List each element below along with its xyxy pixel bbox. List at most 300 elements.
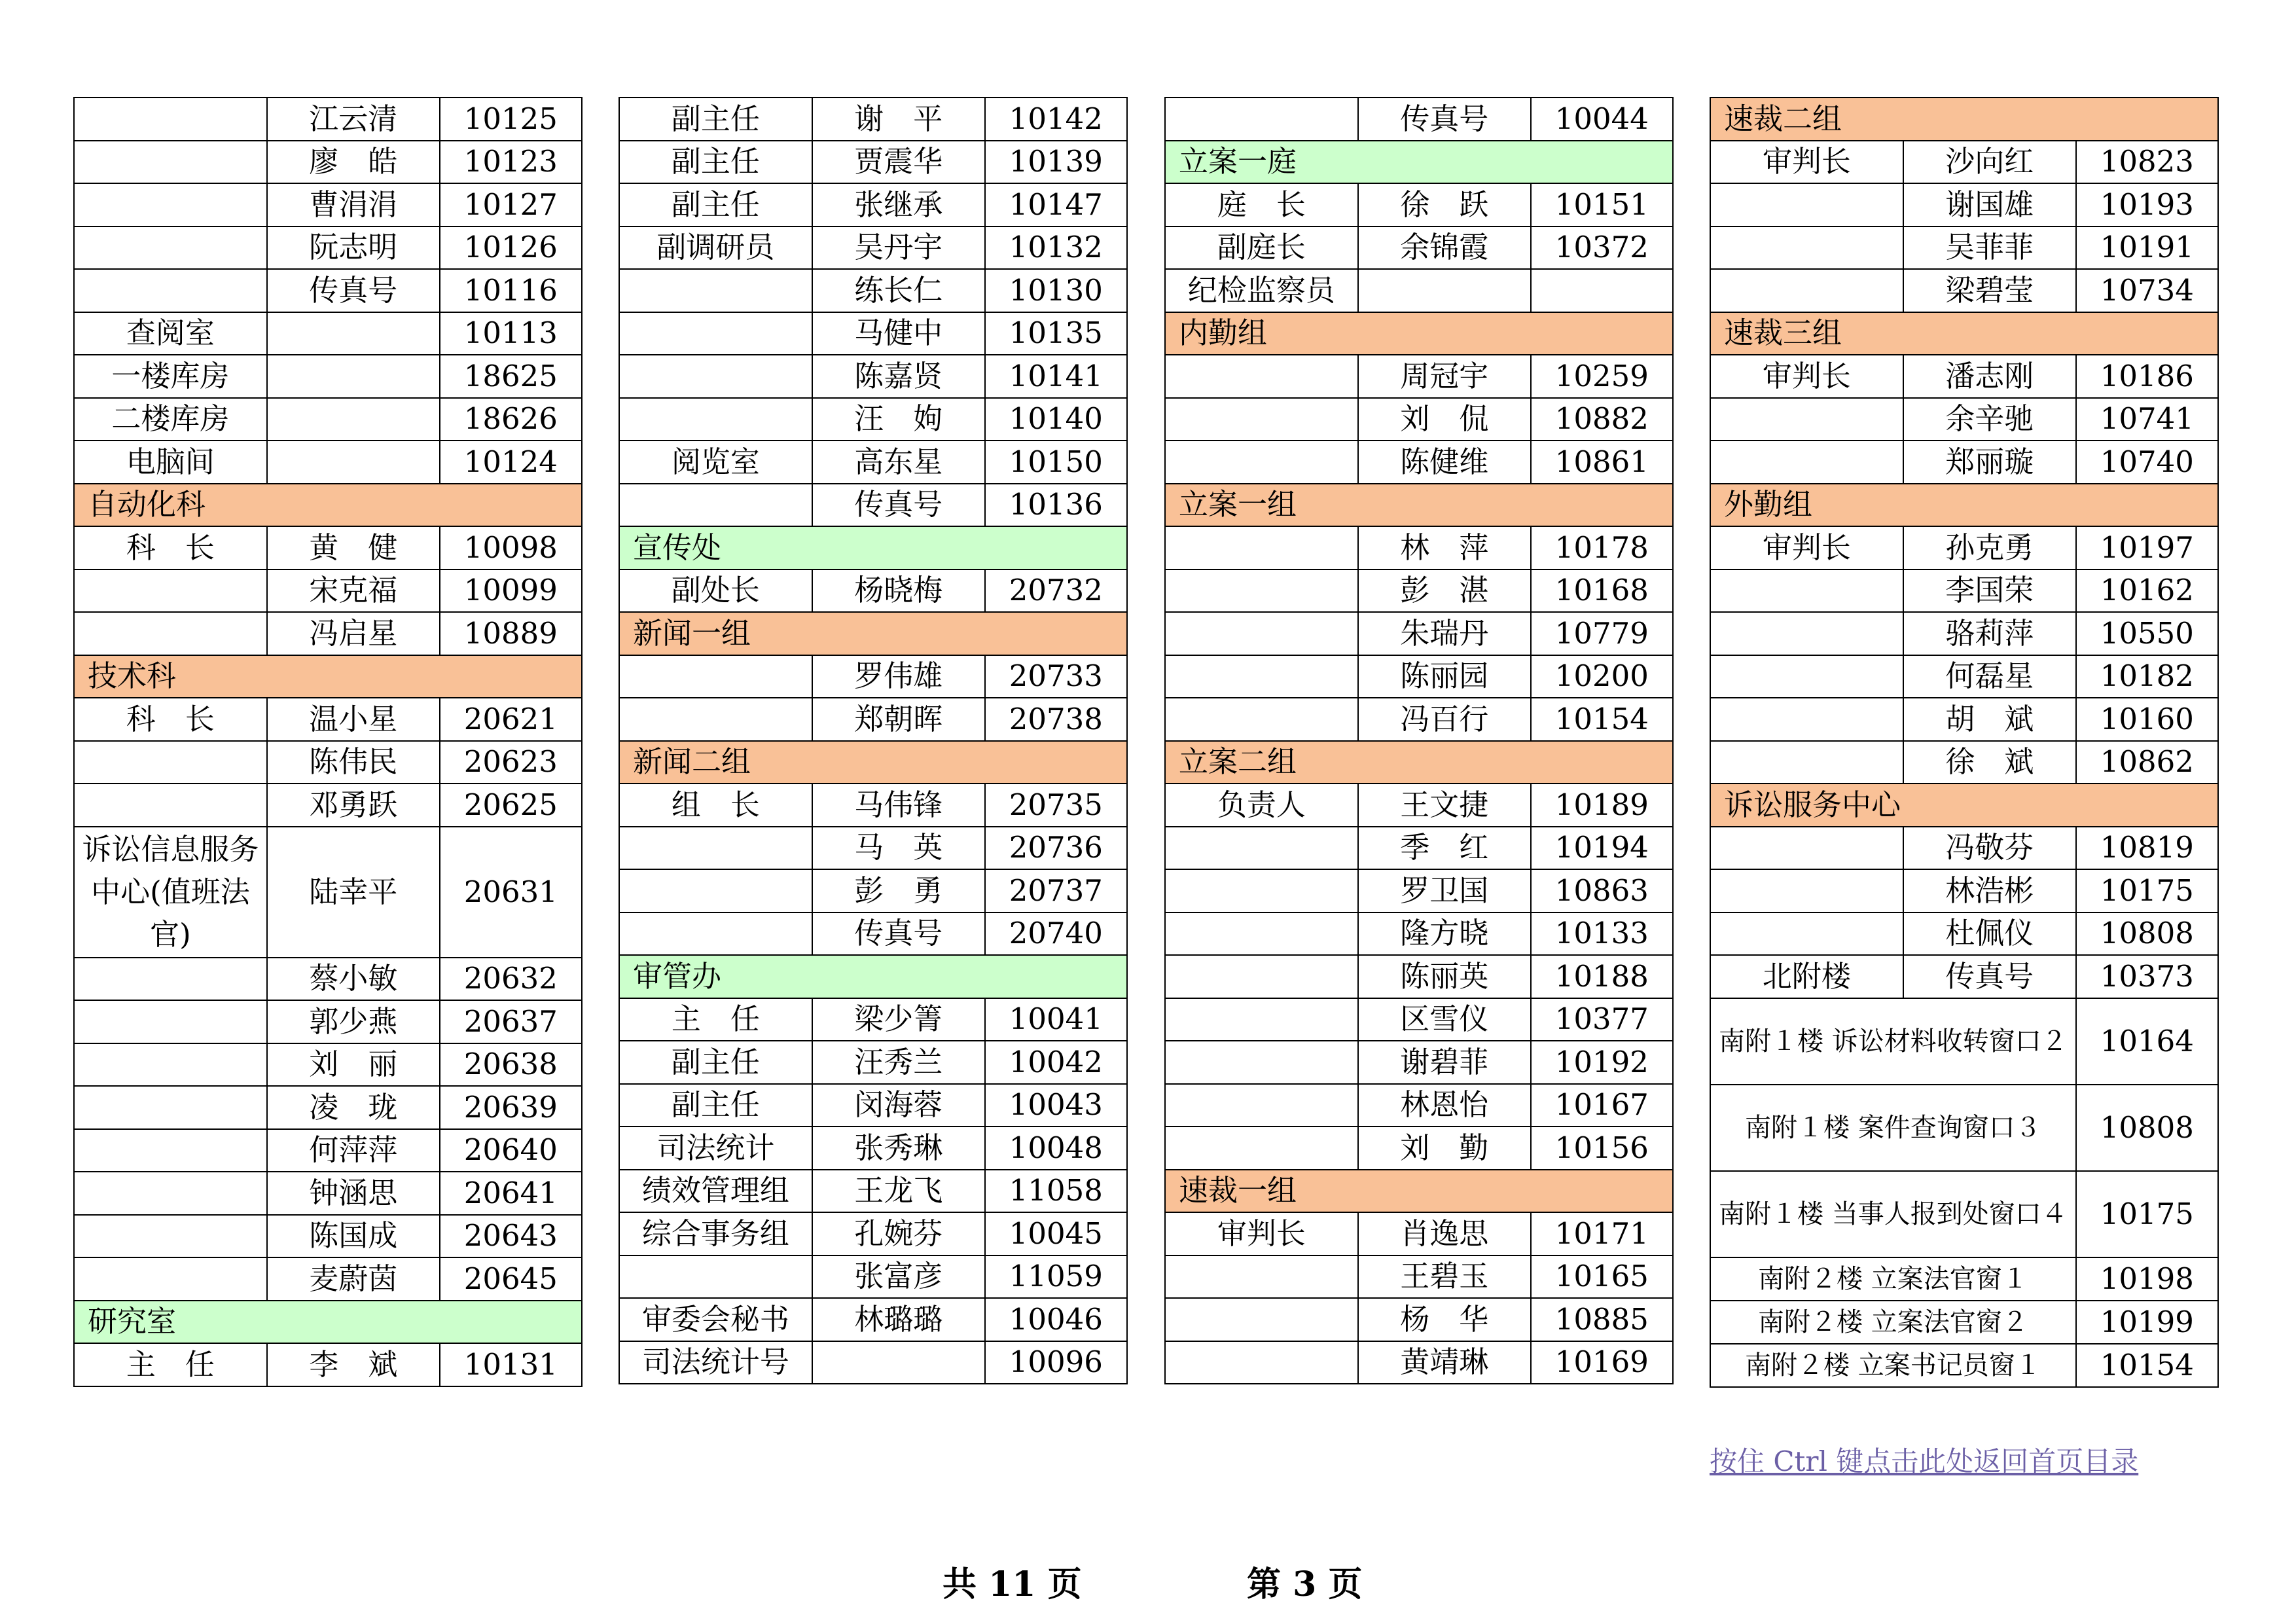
table-row <box>74 958 582 1001</box>
extension-cell: 10862 <box>2076 741 2218 784</box>
extension-cell: 10808 <box>2076 1085 2218 1171</box>
table-row <box>74 784 582 827</box>
name-cell: 吴菲菲 <box>1903 226 2076 270</box>
table-row <box>1165 569 1673 613</box>
table-row <box>1165 183 1673 226</box>
title-cell: 综合事务组 <box>619 1212 812 1255</box>
extension-cell: 10175 <box>2076 1171 2218 1257</box>
table-row <box>619 784 1127 827</box>
title-cell <box>619 484 812 527</box>
name-cell: 朱瑞丹 <box>1358 612 1531 655</box>
title-cell: 审判长 <box>1165 1212 1358 1255</box>
table-row <box>1165 1084 1673 1127</box>
extension-cell: 10154 <box>2076 1344 2218 1387</box>
table-row <box>1710 569 2218 613</box>
name-cell: 高东星 <box>812 441 985 484</box>
window-label: 南附１楼 诉讼材料收转窗口２ <box>1710 998 2076 1085</box>
table-row <box>74 312 582 355</box>
directory-table-body-2 <box>619 98 1127 1384</box>
title-cell: 副主任 <box>619 183 812 226</box>
title-cell: 审判长 <box>1710 526 1903 569</box>
title-cell <box>1710 655 1903 698</box>
table-row <box>1710 141 2218 184</box>
table-row <box>619 398 1127 441</box>
table-row <box>1710 827 2218 870</box>
table-row <box>1710 441 2218 484</box>
title-cell <box>619 398 812 441</box>
title-cell: 阅览室 <box>619 441 812 484</box>
directory-column-2 <box>619 97 1128 1384</box>
name-cell: 传真号 <box>812 484 985 527</box>
title-cell <box>74 784 267 827</box>
title-cell <box>1165 441 1358 484</box>
extension-cell: 10130 <box>985 269 1127 312</box>
name-cell: 隆方晓 <box>1358 912 1531 956</box>
extension-cell: 10099 <box>440 569 582 613</box>
title-cell: 北附楼 <box>1710 955 1903 998</box>
title-cell <box>74 141 267 184</box>
directory-column-4 <box>1710 97 2219 1388</box>
name-cell: 陈国成 <box>267 1215 440 1258</box>
extension-cell: 20638 <box>440 1043 582 1087</box>
section-header: 外勤组 <box>1710 484 2218 527</box>
title-cell <box>619 269 812 312</box>
title-cell: 副处长 <box>619 569 812 613</box>
title-cell <box>1710 441 1903 484</box>
title-cell: 副庭长 <box>1165 226 1358 270</box>
table-row <box>619 1212 1127 1255</box>
table-row <box>619 484 1127 527</box>
extension-cell: 20641 <box>440 1172 582 1215</box>
name-cell <box>267 355 440 398</box>
section-header-row <box>619 526 1127 569</box>
extension-cell: 10167 <box>1531 1084 1673 1127</box>
extension-cell: 10048 <box>985 1127 1127 1170</box>
section-header-row <box>619 612 1127 655</box>
table-row <box>74 526 582 569</box>
extension-cell: 10550 <box>2076 612 2218 655</box>
table-row <box>1710 355 2218 398</box>
title-cell <box>1165 398 1358 441</box>
extension-cell: 10178 <box>1531 526 1673 569</box>
section-header-row <box>1165 312 1673 355</box>
title-cell: 绩效管理组 <box>619 1170 812 1213</box>
name-cell: 周冠宇 <box>1358 355 1531 398</box>
table-row <box>74 1172 582 1215</box>
section-header: 速裁三组 <box>1710 312 2218 355</box>
directory-table-body-1 <box>74 98 582 1386</box>
extension-cell: 10127 <box>440 183 582 226</box>
table-row <box>1165 784 1673 827</box>
title-cell <box>1165 955 1358 998</box>
section-header: 审管办 <box>619 955 1127 998</box>
name-cell: 梁碧莹 <box>1903 269 2076 312</box>
table-row <box>1165 827 1673 870</box>
name-cell: 张继承 <box>812 183 985 226</box>
extension-cell: 10171 <box>1531 1212 1673 1255</box>
extension-cell: 10041 <box>985 998 1127 1041</box>
table-row <box>1165 1341 1673 1384</box>
name-cell: 冯百行 <box>1358 698 1531 741</box>
table-row <box>619 1170 1127 1213</box>
title-cell: 科 长 <box>74 526 267 569</box>
table-row <box>74 355 582 398</box>
title-cell <box>1165 1041 1358 1084</box>
name-cell: 林浩彬 <box>1903 869 2076 912</box>
title-cell <box>1165 1298 1358 1341</box>
title-cell <box>1165 869 1358 912</box>
section-header-row <box>1165 1170 1673 1213</box>
title-cell <box>74 183 267 226</box>
name-cell: 陆幸平 <box>267 827 440 958</box>
extension-cell: 10133 <box>1531 912 1673 956</box>
name-cell: 刘 勤 <box>1358 1127 1531 1170</box>
title-cell <box>1710 869 1903 912</box>
name-cell: 杨 华 <box>1358 1298 1531 1341</box>
table-row <box>619 141 1127 184</box>
name-cell: 肖逸思 <box>1358 1212 1531 1255</box>
extension-cell: 10132 <box>985 226 1127 270</box>
table-row <box>1710 226 2218 270</box>
title-cell: 二楼库房 <box>74 398 267 441</box>
name-cell: 蔡小敏 <box>267 958 440 1001</box>
table-row <box>74 183 582 226</box>
extension-cell: 10808 <box>2076 912 2218 956</box>
title-cell <box>74 612 267 655</box>
section-header: 立案一组 <box>1165 484 1673 527</box>
name-cell: 彭 湛 <box>1358 569 1531 613</box>
title-cell <box>619 698 812 741</box>
name-cell: 麦蔚茵 <box>267 1257 440 1301</box>
extension-cell: 10043 <box>985 1084 1127 1127</box>
table-row <box>1710 869 2218 912</box>
name-cell: 汪秀兰 <box>812 1041 985 1084</box>
name-cell: 杨晓梅 <box>812 569 985 613</box>
title-cell <box>619 869 812 912</box>
name-cell: 余辛驰 <box>1903 398 2076 441</box>
table-row <box>74 1257 582 1301</box>
extension-cell: 10139 <box>985 141 1127 184</box>
page-current: 第 3 页 <box>1247 1564 1363 1604</box>
name-cell <box>267 312 440 355</box>
table-row <box>74 1043 582 1087</box>
window-label: 南附２楼 立案书记员窗１ <box>1710 1344 2076 1387</box>
extension-cell: 11059 <box>985 1255 1127 1299</box>
title-cell: 庭 长 <box>1165 183 1358 226</box>
name-cell: 邓勇跃 <box>267 784 440 827</box>
name-cell: 汪 姁 <box>812 398 985 441</box>
extension-cell: 20738 <box>985 698 1127 741</box>
name-cell: 陈丽英 <box>1358 955 1531 998</box>
name-cell: 陈健维 <box>1358 441 1531 484</box>
extension-cell: 18625 <box>440 355 582 398</box>
extension-cell: 10044 <box>1531 98 1673 141</box>
section-header-row <box>1710 312 2218 355</box>
table-row <box>1165 1298 1673 1341</box>
extension-cell: 20637 <box>440 1000 582 1043</box>
table-row <box>619 1084 1127 1127</box>
table-row <box>1710 269 2218 312</box>
window-row <box>1710 998 2218 1085</box>
name-cell: 林恩怡 <box>1358 1084 1531 1127</box>
extension-cell: 10046 <box>985 1298 1127 1341</box>
page-total: 共 11 页 <box>942 1564 1082 1604</box>
table-row <box>619 698 1127 741</box>
table-row <box>619 1255 1127 1299</box>
section-header: 诉讼服务中心 <box>1710 784 2218 827</box>
extension-cell: 20623 <box>440 741 582 784</box>
extension-cell: 10373 <box>2076 955 2218 998</box>
table-row <box>1165 441 1673 484</box>
table-row <box>1165 1041 1673 1084</box>
title-cell <box>1165 912 1358 956</box>
name-cell: 王龙飞 <box>812 1170 985 1213</box>
name-cell: 闵海蓉 <box>812 1084 985 1127</box>
title-cell <box>1710 827 1903 870</box>
name-cell: 练长仁 <box>812 269 985 312</box>
title-cell <box>74 1129 267 1172</box>
window-label: 南附１楼 案件查询窗口３ <box>1710 1085 2076 1171</box>
name-cell: 传真号 <box>267 269 440 312</box>
name-cell: 林 萍 <box>1358 526 1531 569</box>
table-row <box>619 569 1127 613</box>
extension-cell: 10882 <box>1531 398 1673 441</box>
table-row <box>1165 998 1673 1041</box>
extension-cell: 20733 <box>985 655 1127 698</box>
table-row <box>1165 98 1673 141</box>
table-row <box>1710 612 2218 655</box>
name-cell: 传真号 <box>1903 955 2076 998</box>
extension-cell: 10042 <box>985 1041 1127 1084</box>
section-header-row <box>1165 141 1673 184</box>
title-cell <box>74 1000 267 1043</box>
extension-cell: 10734 <box>2076 269 2218 312</box>
table-row <box>1710 183 2218 226</box>
name-cell: 骆莉萍 <box>1903 612 2076 655</box>
title-cell <box>619 355 812 398</box>
title-cell: 审判长 <box>1710 355 1903 398</box>
name-cell: 刘 侃 <box>1358 398 1531 441</box>
name-cell: 曹涓涓 <box>267 183 440 226</box>
extension-cell: 10194 <box>1531 827 1673 870</box>
name-cell: 张秀琳 <box>812 1127 985 1170</box>
table-row <box>1165 698 1673 741</box>
name-cell: 温小星 <box>267 698 440 741</box>
name-cell: 凌 珑 <box>267 1086 440 1129</box>
title-cell <box>1165 1341 1358 1384</box>
section-header-row <box>74 655 582 698</box>
extension-cell: 10740 <box>2076 441 2218 484</box>
extension-cell: 10164 <box>2076 998 2218 1085</box>
table-row <box>619 869 1127 912</box>
title-cell <box>1165 827 1358 870</box>
title-cell: 查阅室 <box>74 312 267 355</box>
extension-cell: 10189 <box>1531 784 1673 827</box>
title-cell <box>74 226 267 270</box>
title-cell <box>74 958 267 1001</box>
name-cell: 孔婉芬 <box>812 1212 985 1255</box>
table-row <box>619 1298 1127 1341</box>
name-cell: 陈丽园 <box>1358 655 1531 698</box>
title-cell: 主 任 <box>74 1343 267 1386</box>
section-header: 立案二组 <box>1165 741 1673 784</box>
table-row <box>1710 655 2218 698</box>
title-cell: 主 任 <box>619 998 812 1041</box>
name-cell: 罗卫国 <box>1358 869 1531 912</box>
name-cell: 孙克勇 <box>1903 526 2076 569</box>
section-header-row <box>1710 484 2218 527</box>
name-cell: 谢国雄 <box>1903 183 2076 226</box>
table-row <box>74 1343 582 1386</box>
table-row <box>619 355 1127 398</box>
table-row <box>1165 612 1673 655</box>
table-row <box>1165 526 1673 569</box>
extension-cell: 20621 <box>440 698 582 741</box>
title-cell <box>1710 612 1903 655</box>
window-row <box>1710 1085 2218 1171</box>
extension-cell: 10142 <box>985 98 1127 141</box>
title-cell <box>1165 98 1358 141</box>
table-row <box>1165 1212 1673 1255</box>
table-row <box>619 655 1127 698</box>
extension-cell: 10162 <box>2076 569 2218 613</box>
extension-cell: 10151 <box>1531 183 1673 226</box>
name-cell: 郑朝晖 <box>812 698 985 741</box>
title-cell: 诉讼信息服务中心(值班法官) <box>74 827 267 958</box>
name-cell: 谢碧菲 <box>1358 1041 1531 1084</box>
table-row <box>1165 655 1673 698</box>
extension-cell: 10131 <box>440 1343 582 1386</box>
extension-cell: 10863 <box>1531 869 1673 912</box>
extension-cell: 10096 <box>985 1341 1127 1384</box>
extension-cell: 10126 <box>440 226 582 270</box>
extension-cell: 20640 <box>440 1129 582 1172</box>
extension-cell: 10823 <box>2076 141 2218 184</box>
name-cell: 王碧玉 <box>1358 1255 1531 1299</box>
table-row <box>1165 869 1673 912</box>
window-label: 南附２楼 立案法官窗１ <box>1710 1257 2076 1301</box>
title-cell: 副主任 <box>619 1041 812 1084</box>
title-cell <box>1710 912 1903 956</box>
name-cell: 贾震华 <box>812 141 985 184</box>
section-header: 宣传处 <box>619 526 1127 569</box>
table-row <box>74 269 582 312</box>
section-header: 研究室 <box>74 1301 582 1344</box>
title-cell: 副主任 <box>619 141 812 184</box>
extension-cell: 20639 <box>440 1086 582 1129</box>
name-cell: 马 英 <box>812 827 985 870</box>
name-cell: 黄 健 <box>267 526 440 569</box>
name-cell: 梁少箐 <box>812 998 985 1041</box>
name-cell: 李国荣 <box>1903 569 2076 613</box>
table-row <box>1165 398 1673 441</box>
table-row <box>619 312 1127 355</box>
name-cell: 彭 勇 <box>812 869 985 912</box>
title-cell: 副调研员 <box>619 226 812 270</box>
table-row <box>1710 955 2218 998</box>
extension-cell: 10889 <box>440 612 582 655</box>
extension-cell: 10861 <box>1531 441 1673 484</box>
extension-cell: 10188 <box>1531 955 1673 998</box>
table-row <box>619 1127 1127 1170</box>
title-cell <box>1165 526 1358 569</box>
name-cell: 传真号 <box>812 912 985 956</box>
title-cell <box>1710 269 1903 312</box>
extension-cell: 10885 <box>1531 1298 1673 1341</box>
title-cell <box>619 655 812 698</box>
window-row <box>1710 1171 2218 1257</box>
table-row <box>1710 526 2218 569</box>
title-cell: 副主任 <box>619 1084 812 1127</box>
extension-cell: 10191 <box>2076 226 2218 270</box>
title-cell: 纪检监察员 <box>1165 269 1358 312</box>
table-row <box>1165 1127 1673 1170</box>
extension-cell: 10192 <box>1531 1041 1673 1084</box>
name-cell: 冯敬芬 <box>1903 827 2076 870</box>
title-cell <box>1165 1255 1358 1299</box>
title-cell <box>619 1255 812 1299</box>
table-row <box>619 226 1127 270</box>
window-label: 南附１楼 当事人报到处窗口４ <box>1710 1171 2076 1257</box>
table-row <box>1165 226 1673 270</box>
table-row <box>619 98 1127 141</box>
title-cell <box>74 1086 267 1129</box>
title-cell <box>1710 698 1903 741</box>
table-row <box>74 441 582 484</box>
extension-cell <box>1531 269 1673 312</box>
table-row <box>1165 355 1673 398</box>
table-row <box>1710 698 2218 741</box>
extension-cell: 11058 <box>985 1170 1127 1213</box>
section-header: 技术科 <box>74 655 582 698</box>
name-cell: 黄靖琳 <box>1358 1341 1531 1384</box>
name-cell: 谢 平 <box>812 98 985 141</box>
extension-cell: 10259 <box>1531 355 1673 398</box>
return-home-link[interactable]: 按住 Ctrl 键点击此处返回首页目录 <box>1710 1445 2139 1477</box>
directory-table-body-3 <box>1165 98 1673 1384</box>
extension-cell: 10193 <box>2076 183 2218 226</box>
name-cell: 钟涵思 <box>267 1172 440 1215</box>
table-row <box>74 1129 582 1172</box>
section-header-row <box>1165 484 1673 527</box>
name-cell: 罗伟雄 <box>812 655 985 698</box>
name-cell: 潘志刚 <box>1903 355 2076 398</box>
extension-cell: 10136 <box>985 484 1127 527</box>
title-cell: 副主任 <box>619 98 812 141</box>
name-cell <box>267 441 440 484</box>
section-header-row <box>1710 98 2218 141</box>
extension-cell: 10113 <box>440 312 582 355</box>
table-row <box>74 569 582 613</box>
extension-cell: 10045 <box>985 1212 1127 1255</box>
title-cell <box>1165 569 1358 613</box>
extension-cell: 20631 <box>440 827 582 958</box>
title-cell <box>1165 698 1358 741</box>
extension-cell: 18626 <box>440 398 582 441</box>
table-row <box>74 741 582 784</box>
name-cell: 刘 丽 <box>267 1043 440 1087</box>
section-header-row <box>74 1301 582 1344</box>
extension-cell: 20740 <box>985 912 1127 956</box>
table-row <box>619 998 1127 1041</box>
extension-cell: 20737 <box>985 869 1127 912</box>
window-row <box>1710 1257 2218 1301</box>
name-cell: 阮志明 <box>267 226 440 270</box>
extension-cell: 10182 <box>2076 655 2218 698</box>
name-cell <box>812 1341 985 1384</box>
extension-cell: 10116 <box>440 269 582 312</box>
name-cell: 冯启星 <box>267 612 440 655</box>
